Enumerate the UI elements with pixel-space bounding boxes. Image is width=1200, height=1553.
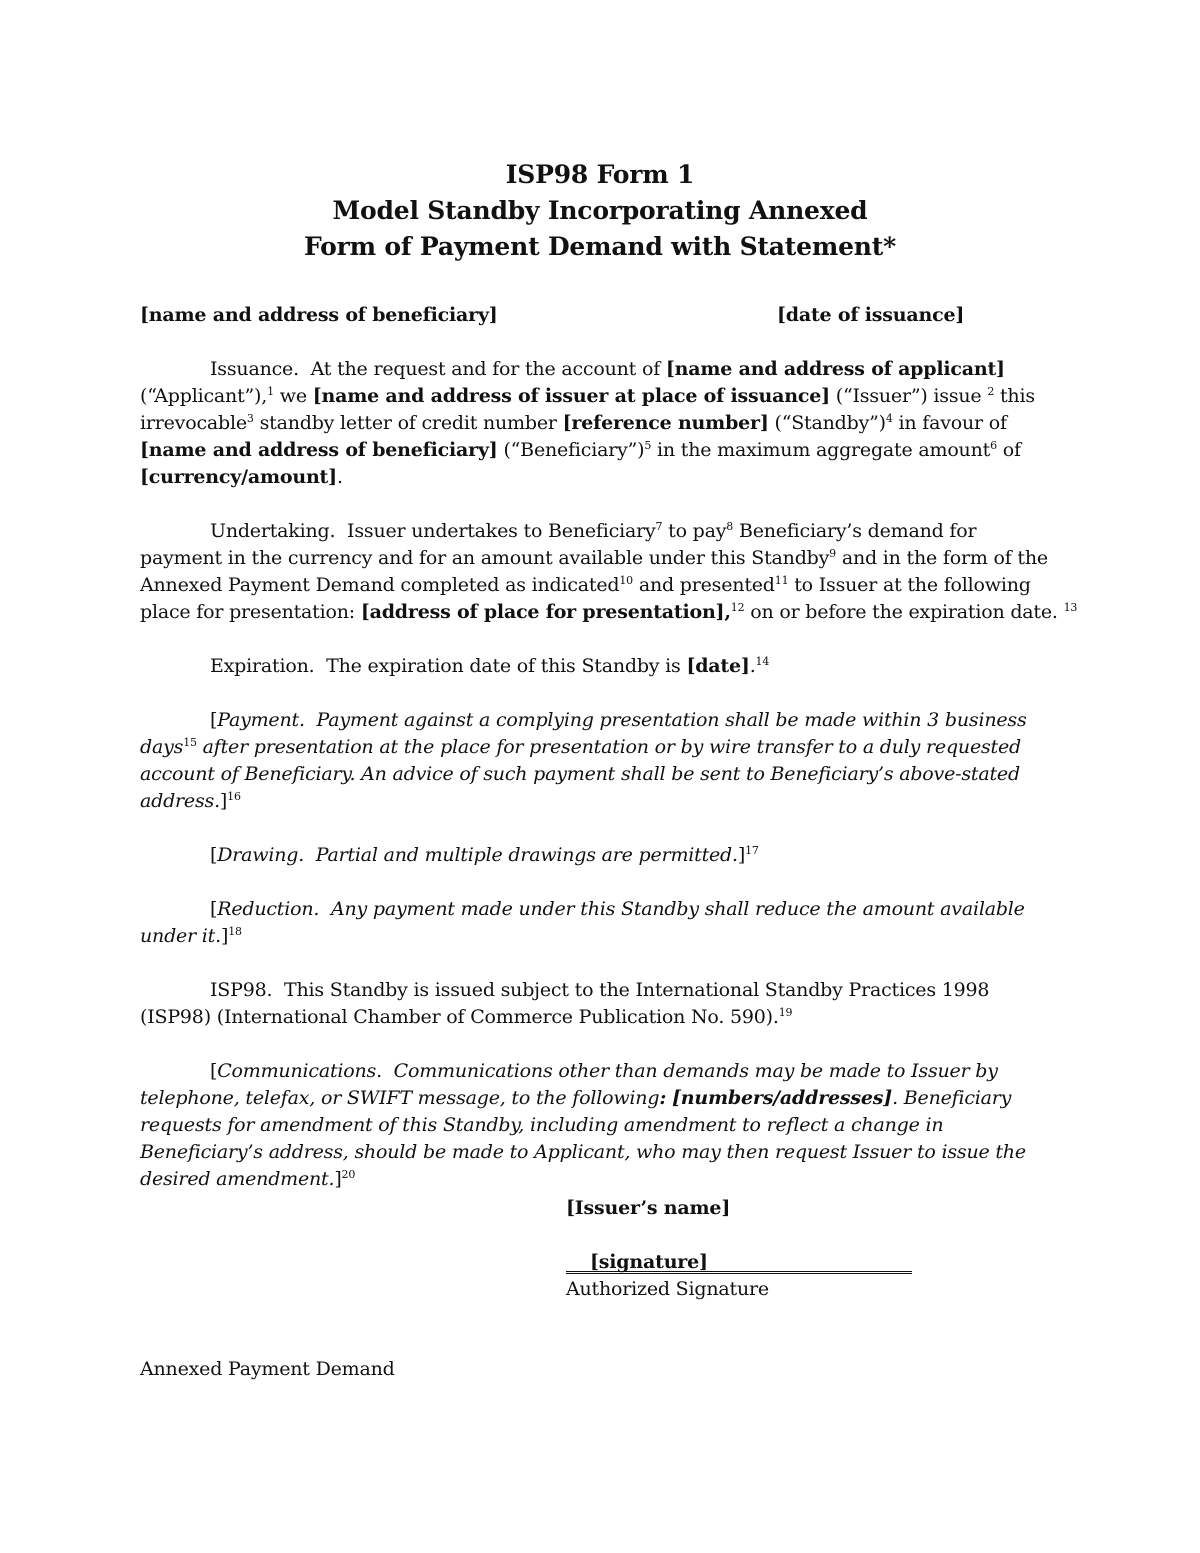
document-title-line-3: Form of Payment Demand with Statement* bbox=[303, 232, 896, 261]
payment-line-2: days$^{15}$ after presentation at the place for presentation or by wire transfer to a duly requested bbox=[140, 736, 1021, 758]
undertaking-line-4: place for presentation: [address of place for presentation],$^{12}$ on or before the expiration date. $^{13}$ bbox=[140, 601, 1078, 623]
issuance-line-5: [currency/amount]. bbox=[140, 466, 343, 488]
isp98-line-2: (ISP98) (International Chamber of Commerce Publication No. 590).$^{19}$ bbox=[140, 1006, 793, 1028]
footnote-ref: 2 bbox=[987, 385, 995, 398]
applicant-placeholder: [name and address of applicant] bbox=[665, 358, 1005, 380]
document-title-line-1: ISP98 Form 1 bbox=[505, 160, 695, 189]
undertaking-line-1: Undertaking. Issuer undertakes to Beneficiary$^7$ to pay$^8$ Beneficiary’s demand for bbox=[210, 520, 977, 542]
issuer-placeholder: [name and address of issuer at place of issuance] bbox=[312, 385, 830, 407]
beneficiary-placeholder-inline: [name and address of beneficiary] bbox=[140, 439, 498, 461]
footnote-ref: 7 bbox=[655, 520, 663, 533]
payment-heading: Payment. bbox=[217, 709, 305, 731]
issuance-line-4: [name and address of beneficiary] (“Beneficiary”)$^5$ in the maximum aggregate amount$^6$ of bbox=[140, 439, 1021, 461]
drawing-heading: Drawing. bbox=[217, 844, 305, 866]
footnote-ref: 6 bbox=[990, 439, 997, 452]
reference-number-placeholder: [reference number] bbox=[562, 412, 769, 434]
isp98-line-1: ISP98. This Standby is issued subject to the International Standby Practices 1998 bbox=[210, 979, 990, 1001]
footnote-ref: 8 bbox=[726, 520, 734, 533]
issuance-line-3: irrevocable$^3$ standby letter of credit number [reference number] (“Standby”)$^4$ in favour of bbox=[140, 412, 1007, 434]
footnote-ref: 18 bbox=[228, 925, 242, 938]
footnote-ref: 15 bbox=[183, 736, 197, 749]
footnote-ref: 20 bbox=[341, 1168, 356, 1181]
issuance-line-1: Issuance. At the request and for the account of [name and address of applicant] bbox=[210, 358, 1005, 380]
communications-line-5: desired amendment.]$^{20}$ bbox=[140, 1168, 356, 1190]
payment-line-1: [Payment. Payment against a complying presentation shall be made within 3 business bbox=[210, 709, 1027, 731]
issuance-heading: Issuance. bbox=[210, 358, 299, 380]
expiration-date-placeholder: [date] bbox=[686, 655, 750, 677]
reduction-line-2: under it.]$^{18}$ bbox=[140, 925, 242, 947]
communications-heading: Communications. bbox=[217, 1060, 382, 1082]
communications-line-4: Beneficiary’s address, should be made to Applicant, who may then request Issuer to issue the bbox=[140, 1141, 1026, 1163]
reduction-line-1: [Reduction. Any payment made under this Standby shall reduce the amount available bbox=[210, 898, 1025, 920]
drawing-line: [Drawing. Partial and multiple drawings are permitted.]$^{17}$ bbox=[210, 844, 759, 866]
expiration-heading: Expiration. bbox=[210, 655, 315, 677]
undertaking-heading: Undertaking. bbox=[210, 520, 336, 542]
signature-placeholder: [signature] bbox=[590, 1251, 708, 1273]
payment-line-4: address.]$^{16}$ bbox=[140, 790, 241, 812]
reduction-heading: Reduction. bbox=[217, 898, 320, 920]
annexed-payment-demand-heading: Annexed Payment Demand bbox=[140, 1358, 395, 1380]
communications-line-1: [Communications. Communications other than demands may be made to Issuer by bbox=[210, 1060, 998, 1082]
footnote-ref: 4 bbox=[885, 412, 893, 425]
isp98-heading: ISP98. bbox=[210, 979, 273, 1001]
undertaking-line-2: payment in the currency and for an amount available under this Standby$^9$ and in the form of the bbox=[140, 547, 1048, 569]
payment-line-3: account of Beneficiary. An advice of such payment shall be sent to Beneficiary’s above-stated bbox=[140, 763, 1020, 785]
numbers-addresses-placeholder: [numbers/addresses] bbox=[671, 1087, 893, 1109]
footnote-ref: 10 bbox=[619, 574, 633, 587]
footnote-ref: 12 bbox=[730, 601, 745, 614]
footnote-ref: 3 bbox=[246, 412, 254, 425]
footnote-ref: 5 bbox=[644, 439, 652, 452]
footnote-ref: 13 bbox=[1063, 601, 1078, 614]
issuer-name-placeholder: [Issuer’s name] bbox=[566, 1197, 731, 1219]
presentation-place-placeholder: [address of place for presentation] bbox=[360, 601, 725, 623]
footnote-ref: 16 bbox=[227, 790, 241, 803]
communications-line-3: requests for amendment of this Standby, including amendment to reflect a change in bbox=[140, 1114, 944, 1136]
issuance-line-2: (“Applicant”),$^1$ we [name and address of issuer at place of issuance] (“Issuer”) issue $^2$ this bbox=[140, 385, 1035, 407]
footnote-ref: 19 bbox=[778, 1006, 793, 1019]
undertaking-line-3: Annexed Payment Demand completed as indicated$^{10}$ and presented$^{11}$ to Issuer at the following bbox=[140, 574, 1031, 596]
amount-placeholder: [currency/amount] bbox=[140, 466, 337, 488]
beneficiary-placeholder: [name and address of beneficiary] bbox=[140, 304, 498, 326]
footnote-ref: 11 bbox=[774, 574, 789, 587]
footnote-ref: 17 bbox=[745, 844, 759, 857]
footnote-ref: 14 bbox=[755, 655, 770, 668]
footnote-ref: 9 bbox=[829, 547, 836, 560]
document-title-line-2: Model Standby Incorporating Annexed bbox=[332, 196, 868, 225]
expiration-line: Expiration. The expiration date of this Standby is [date].$^{14}$ bbox=[210, 655, 770, 677]
communications-line-2: telephone, telefax, or SWIFT message, to the following: [numbers/addresses]. Beneficiary bbox=[140, 1087, 1012, 1109]
issuance-date-placeholder: [date of issuance] bbox=[777, 304, 965, 326]
authorized-signature-label: Authorized Signature bbox=[566, 1278, 769, 1300]
footnote-ref: 1 bbox=[267, 385, 274, 398]
